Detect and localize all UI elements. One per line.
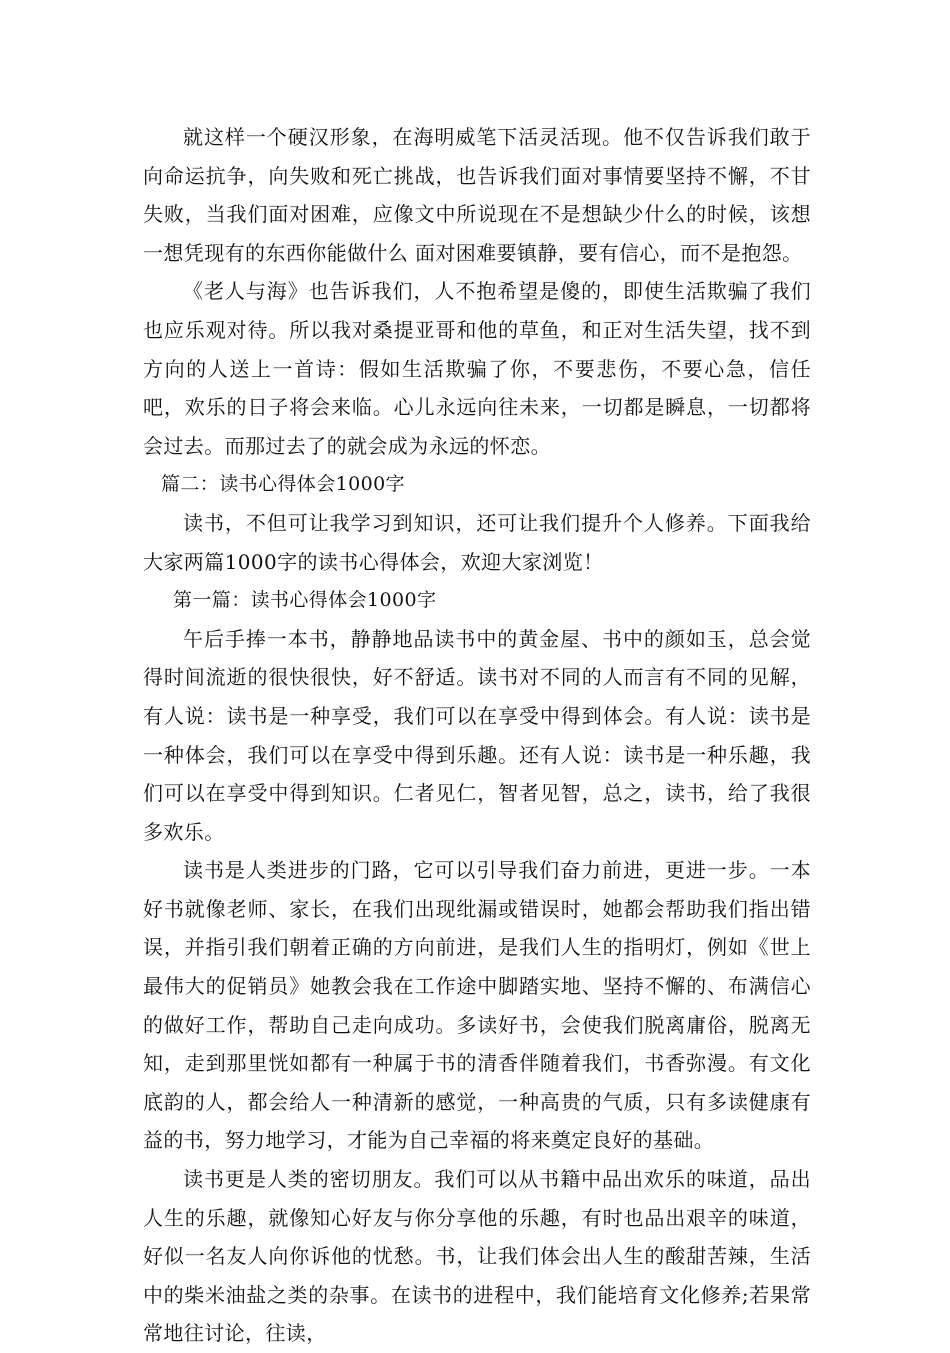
paragraph-old-man-and-sea: 《老人与海》也告诉我们，人不抱希望是傻的，即使生活欺骗了我们也应乐观对待。所以我对桑提亚哥和他的草鱼，和正对生活失望，找不到方向的人送上一首诗：假如生活欺骗了你，不要悲伤，不要心急，信任吧，欢乐的日子将会来临。心儿永远向往未来，一切都是瞬息，一切都将会过去。而那过去了的就会成为永远的怀恋。 — [143, 279, 811, 458]
paragraph-reading-progress: 读书是人类进步的门路，它可以引导我们奋力前进，更进一步。一本好书就像老师、家长，在我们出现纰漏或错误时，她都会帮助我们指出错误，并指引我们朝着正确的方向前进，是我们人生的指明灯，例如《世上最伟大的促销员》她教会我在工作途中脚踏实地、坚持不懈的、布满信心的做好工作，帮助自己走向成功。多读好书，会使我们脱离庸俗，脱离无知，走到那里恍如都有一种属于书的清香伴随着我们，书香弥漫。有文化底韵的人，都会给人一种清新的感觉，一种高贵的气质，只有多读健康有益的书，努力地学习，才能为自己幸福的将来奠定良好的基础。 — [143, 858, 811, 1153]
paragraph-intro: 读书，不但可让我学习到知识，还可让我们提升个人修养。下面我给大家两篇1000字的读书心得体会，欢迎大家浏览！ — [143, 510, 811, 574]
section-heading-part-two: 篇二：读书心得体会1000字 — [161, 473, 405, 496]
paragraph-afternoon-reading: 午后手捧一本书，静静地品读书中的黄金屋、书中的颜如玉，总会觉得时间流逝的很快很快，好不舒适。读书对不同的人而言有不同的见解，有人说：读书是一种享受，我们可以在享受中得到体会。有人说：读书是一种体会，我们可以在享受中得到乐趣。还有人说：读书是一种乐趣，我们可以在享受中得到知识。仁者见仁，智者见智，总之，读书，给了我很多欢乐。 — [143, 626, 811, 844]
paragraph-reading-friend: 读书更是人类的密切朋友。我们可以从书籍中品出欢乐的味道，品出人生的乐趣，就像知心好友与你分享他的乐趣，有时也品出艰辛的味道，好似一名友人向你诉他的忧愁。书，让我们体会出人生的酸甜苦辣，生活中的柴米油盐之类的杂事。在读书的进程中，我们能培育文化修养;若果常常地往讨论，往读， — [143, 1167, 811, 1346]
paragraph-hemingway-hero: 就这样一个硬汉形象，在海明威笔下活灵活现。他不仅告诉我们敢于向命运抗争，向失败和死亡挑战，也告诉我们面对事情要坚持不懈，不甘失败，当我们面对困难，应像文中所说现在不是想缺少什么的时候，该想一想凭现有的东西你能做什么 面对困难要镇静，要有信心，而不是抱怨。 — [143, 125, 811, 265]
section-heading-first-essay: 第一篇：读书心得体会1000字 — [173, 589, 437, 612]
document-body — [143, 118, 811, 1353]
